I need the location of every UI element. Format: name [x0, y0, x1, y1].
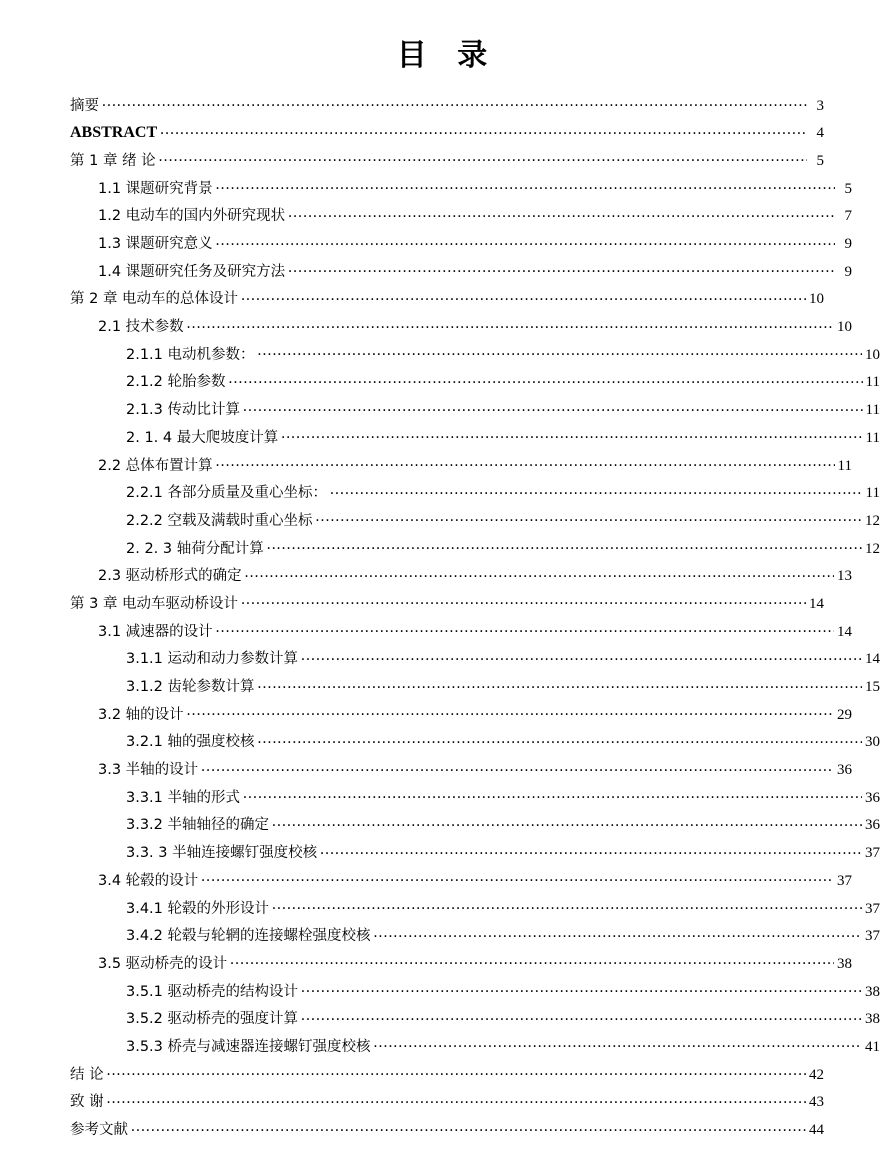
toc-entry-label: 3.2.1 轴的强度校核 — [126, 734, 255, 751]
toc-leader-dots — [267, 537, 862, 553]
toc-entry-label: 3.5.3 桥壳与减速器连接螺钉强度校核 — [126, 1038, 371, 1055]
toc-entry-page-number: 9 — [844, 236, 852, 253]
toc-entry-page-number: 36 — [865, 789, 880, 806]
toc-entry-label: 3.3.1 半轴的形式 — [126, 789, 241, 806]
toc-entry-label: 3.4.2 轮毂与轮辋的连接螺栓强度校核 — [126, 928, 371, 945]
toc-leader-dots — [288, 205, 835, 221]
toc-entry[interactable] — [126, 1031, 880, 1059]
toc-entry-page-number: 36 — [865, 817, 880, 834]
toc-entry[interactable] — [98, 616, 852, 644]
toc-leader-dots — [216, 454, 835, 470]
toc-entry[interactable] — [70, 1059, 824, 1087]
toc-leader-dots — [330, 482, 863, 498]
toc-entry-page-number: 7 — [844, 208, 852, 225]
toc-entry[interactable] — [70, 284, 824, 312]
toc-leader-dots — [301, 980, 862, 996]
toc-entry[interactable] — [126, 976, 880, 1004]
toc-entry-page-number: 10 — [865, 346, 880, 363]
toc-leader-dots — [281, 426, 862, 442]
toc-entry-page-number: 44 — [809, 1122, 824, 1139]
toc-leader-dots — [230, 952, 834, 968]
toc-entry[interactable] — [98, 201, 852, 229]
toc-entry[interactable] — [98, 865, 852, 893]
toc-entry-label: 3.5.1 驱动桥壳的结构设计 — [126, 983, 299, 1000]
toc-entry[interactable] — [126, 478, 880, 506]
toc-entry[interactable] — [98, 312, 852, 340]
toc-leader-dots — [201, 759, 834, 775]
toc-leader-dots — [131, 1119, 806, 1135]
toc-leader-dots — [243, 786, 862, 802]
toc-entry-label: 2.1.1 电动机参数： — [126, 346, 255, 363]
toc-leader-dots — [245, 565, 834, 581]
toc-entry-label: 1.3 课题研究意义 — [98, 236, 213, 253]
toc-entry[interactable] — [98, 948, 852, 976]
toc-leader-dots — [301, 1008, 862, 1024]
toc-leader-dots — [320, 842, 862, 858]
toc-entry-page-number: 41 — [865, 1038, 880, 1055]
toc-entry-page-number: 12 — [865, 540, 880, 557]
toc-entry-label: 3.1 减速器的设计 — [98, 623, 213, 640]
toc-entry-label: 摘要 — [70, 97, 99, 114]
toc-entry-label: 1.1 课题研究背景 — [98, 180, 213, 197]
toc-entry-page-number: 43 — [809, 1094, 824, 1111]
toc-leader-dots — [201, 869, 834, 885]
toc-leader-dots — [258, 676, 862, 692]
toc-leader-dots — [159, 149, 807, 165]
toc-entry-page-number: 10 — [837, 319, 852, 336]
toc-entry-page-number: 11 — [837, 457, 852, 474]
toc-entry-page-number: 30 — [865, 734, 880, 751]
toc-entry[interactable] — [126, 533, 880, 561]
toc-leader-dots — [216, 177, 835, 193]
toc-entry-label: 3.3. 3 半轴连接螺钉强度校核 — [126, 845, 318, 862]
toc-entry-label: 3.5 驱动桥壳的设计 — [98, 955, 228, 972]
toc-entry-page-number: 10 — [809, 291, 824, 308]
toc-entry-page-number: 5 — [816, 152, 824, 169]
toc-entry-label: 3.3.2 半轴轴径的确定 — [126, 817, 270, 834]
toc-entry-page-number: 11 — [865, 429, 880, 446]
toc-entry-page-number: 37 — [837, 872, 852, 889]
toc-entry[interactable] — [98, 228, 852, 256]
toc-entry-page-number: 38 — [865, 1011, 880, 1028]
toc-entry-label: 致 谢 — [70, 1094, 104, 1111]
toc-entry-label: 第 1 章 绪 论 — [70, 152, 156, 169]
toc-leader-dots — [187, 316, 834, 332]
toc-entry-label: 3.4.1 轮毂的外形设计 — [126, 900, 270, 917]
toc-entry-label: ABSTRACT — [70, 124, 158, 142]
toc-leader-dots — [374, 1035, 862, 1051]
toc-entry[interactable] — [98, 173, 852, 201]
toc-entry-label: 2.2.1 各部分质量及重心坐标： — [126, 485, 328, 502]
toc-entry-label: 2.1.3 传动比计算 — [126, 402, 241, 419]
toc-entry[interactable] — [98, 755, 852, 783]
toc-entry-page-number: 14 — [837, 623, 852, 640]
toc-entry[interactable] — [126, 838, 880, 866]
toc-entry-label: 3.1.2 齿轮参数计算 — [126, 679, 255, 696]
table-of-contents — [70, 90, 880, 1142]
toc-entry[interactable] — [126, 810, 880, 838]
toc-entry-label: 2.2 总体布置计算 — [98, 457, 213, 474]
toc-leader-dots — [107, 1091, 806, 1107]
toc-leader-dots — [107, 1063, 806, 1079]
toc-leader-dots — [272, 897, 862, 913]
toc-leader-dots — [243, 399, 863, 415]
toc-entry-label: 2. 1. 4 最大爬坡度计算 — [126, 429, 279, 446]
toc-entry[interactable] — [70, 118, 824, 146]
toc-entry-page-number: 15 — [865, 679, 880, 696]
toc-entry-page-number: 11 — [865, 374, 880, 391]
toc-entry[interactable] — [70, 145, 824, 173]
toc-entry[interactable] — [126, 644, 880, 672]
toc-entry[interactable] — [70, 588, 824, 616]
toc-leader-dots — [272, 814, 862, 830]
toc-leader-dots — [241, 288, 806, 304]
toc-entry-label: 3.2 轴的设计 — [98, 706, 184, 723]
toc-entry-page-number: 37 — [865, 845, 880, 862]
toc-entry-page-number: 11 — [865, 402, 880, 419]
toc-entry[interactable] — [70, 1087, 824, 1115]
toc-entry[interactable] — [126, 395, 880, 423]
toc-entry-page-number: 9 — [844, 263, 852, 280]
toc-entry-page-number: 38 — [865, 983, 880, 1000]
toc-entry-label: 3.3 半轴的设计 — [98, 762, 199, 779]
toc-entry-label: 2.1.2 轮胎参数 — [126, 374, 226, 391]
toc-entry[interactable] — [126, 339, 880, 367]
toc-entry-page-number: 37 — [865, 900, 880, 917]
toc-entry-page-number: 29 — [837, 706, 852, 723]
toc-entry-label: 参考文献 — [70, 1122, 128, 1139]
toc-entry-page-number: 38 — [837, 955, 852, 972]
toc-leader-dots — [316, 509, 862, 525]
toc-entry[interactable] — [126, 782, 880, 810]
toc-entry[interactable] — [126, 727, 880, 755]
toc-leader-dots — [102, 94, 807, 110]
toc-entry-page-number: 37 — [865, 928, 880, 945]
toc-entry-label: 3.4 轮毂的设计 — [98, 872, 199, 889]
toc-entry-page-number: 11 — [865, 485, 880, 502]
toc-entry[interactable] — [126, 367, 880, 395]
toc-entry-page-number: 5 — [844, 180, 852, 197]
toc-entry[interactable] — [98, 256, 852, 284]
toc-entry[interactable] — [98, 699, 852, 727]
toc-entry[interactable] — [98, 561, 852, 589]
toc-entry[interactable] — [70, 90, 824, 118]
toc-entry-page-number: 13 — [837, 568, 852, 585]
toc-leader-dots — [258, 731, 862, 747]
toc-entry[interactable] — [126, 921, 880, 949]
toc-entry[interactable] — [70, 1114, 824, 1142]
toc-entry-page-number: 14 — [809, 595, 824, 612]
toc-entry[interactable] — [126, 505, 880, 533]
toc-entry[interactable] — [126, 893, 880, 921]
toc-entry-label: 2.2.2 空载及满载时重心坐标 — [126, 512, 313, 529]
toc-entry-label: 3.1.1 运动和动力参数计算 — [126, 651, 299, 668]
toc-entry-page-number: 12 — [865, 512, 880, 529]
toc-leader-dots — [241, 592, 806, 608]
toc-entry-label: 2. 2. 3 轴荷分配计算 — [126, 540, 264, 557]
toc-entry-label: 2.3 驱动桥形式的确定 — [98, 568, 242, 585]
toc-leader-dots — [258, 343, 862, 359]
toc-entry-label: 第 3 章 电动车驱动桥设计 — [70, 595, 239, 612]
toc-entry-label: 1.4 课题研究任务及研究方法 — [98, 263, 286, 280]
toc-entry-page-number: 42 — [809, 1066, 824, 1083]
toc-leader-dots — [187, 703, 834, 719]
toc-entry[interactable] — [126, 422, 880, 450]
toc-entry-page-number: 4 — [816, 125, 824, 142]
page-title: 目 录 — [396, 38, 498, 73]
toc-leader-dots — [229, 371, 863, 387]
toc-entry-label: 结 论 — [70, 1066, 104, 1083]
toc-entry-page-number: 3 — [816, 97, 824, 114]
toc-leader-dots — [374, 925, 862, 941]
toc-entry-label: 3.5.2 驱动桥壳的强度计算 — [126, 1011, 299, 1028]
toc-entry[interactable] — [98, 450, 852, 478]
toc-entry-label: 第 2 章 电动车的总体设计 — [70, 291, 239, 308]
toc-entry-label: 1.2 电动车的国内外研究现状 — [98, 208, 286, 225]
toc-entry-page-number: 14 — [865, 651, 880, 668]
toc-leader-dots — [288, 260, 835, 276]
toc-leader-dots — [216, 620, 834, 636]
toc-entry[interactable] — [126, 1004, 880, 1032]
toc-leader-dots — [216, 233, 835, 249]
toc-entry-page-number: 36 — [837, 762, 852, 779]
toc-entry-label: 2.1 技术参数 — [98, 319, 184, 336]
toc-leader-dots — [301, 648, 862, 664]
toc-entry[interactable] — [126, 671, 880, 699]
toc-leader-dots — [160, 122, 807, 138]
